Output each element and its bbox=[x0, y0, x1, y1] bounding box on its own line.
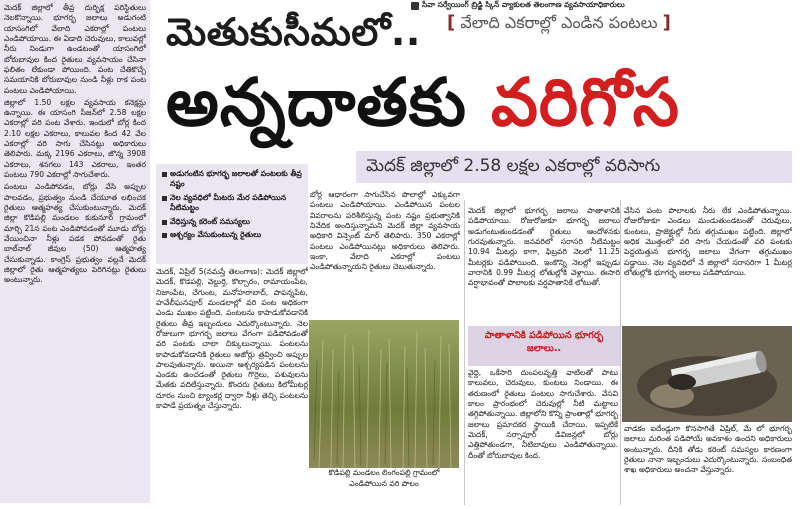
right-column-c bbox=[468, 368, 618, 503]
middle-column-2 bbox=[310, 190, 460, 318]
subheadline: మెదక్ జిల్లాలో 2.58 లక్షల ఎకరాల్లో వరిసాగు bbox=[356, 151, 792, 183]
middle-paragraph-2: బోర్ల ఆధారంగా సాగుచేసిన పొలాల్లో ఎక్కువగా పంటలు ఎండిపోయాయి. ఎండిపోయిన పంటల వివరాలను పరిశీలిస్తున్న పంట నష్టం ప్రభుత్వానికి నివేదిక అందిస్తున్నామని మెదక్ జిల్లా వ్యవసాయ అధికారి విన్సెంట్ మార్ తెలిపారు. 350 ఎకరాల్లో పంటలు ఎండిపోయినట్లు అధికారులు తెలిపారు. ఇంకా, వేలాది ఎకరాల్లో పంటలు ఎండిపోతున్నాయని రైతులు చెబుతున్నారు. bbox=[310, 190, 460, 272]
paddy-field-image bbox=[309, 320, 459, 468]
headline-line2-prefix: అన్నదాతకు bbox=[166, 64, 491, 141]
page-marker-icon bbox=[411, 2, 419, 10]
bullet-icon bbox=[162, 196, 167, 201]
headline-line2-red: వరిగోస bbox=[491, 64, 680, 141]
left-column bbox=[0, 0, 150, 503]
middle-column bbox=[156, 267, 308, 503]
kicker-close: ] bbox=[662, 12, 671, 33]
headline-line2 bbox=[166, 64, 680, 157]
right-paragraph-a: మెదక్ జిల్లాలో భూగర్భ జలాలు పాతాళానికి పడిపోయాయి. రోజురోజుకూ భూగర్భ జలాలు అడుగంటుతుండడంతో రైతులు ఆందోళనకు గురవుతున్నారు. జనవరిలో సరాసరి నీటిమట్టం 10.94 మీటర్లు కాగా, ఫిబ్రవరి నెలలో 11.25 మీటర్లకు పడిపోయింది. ఇంకొన్ని నెలల్లో ఇప్పుడు వారానికి 0.99 మీటర్ల లోతుల్లోకి వెళ్లాయి. ఈసారి వర్షాభావంతో పొలాలకు వర్షపాతానికే లోటుతో. bbox=[468, 206, 620, 288]
headline-kicker bbox=[447, 12, 787, 36]
right-paragraph-c: వైద్ది, ఒకేసారి దుంపలవృత్తి వాటిలతో పాటు కాలువలు, చెరువులు, కుంటలు నిండాయి. ఈ తరుణంలో రైతులు పంటలు సాగుచేశారు. వేసవి కాలం ప్రారంభంలో చెరువుల్లో నీటి మట్టాలు తగ్గిపోతున్నాయి. జిల్లాలోని కొన్ని ప్రాంతాల్లో భూగర్భ జలాలు ప్రమాదకర స్థాయికి చేరాయి. ఇప్పటికే మెదక్, నర్సాపూర్ డివిజన్లలో బోర్లు ఎత్తిపోతుండగా, నీటిబావులు ఎండిపోతున్నాయి. దీంతో బోరుబావుల కింద. bbox=[468, 368, 618, 460]
highlight-item bbox=[162, 169, 302, 190]
highlight-text: ఆశ్చర్యం వేసుకుంటున్న రైతులు bbox=[170, 230, 262, 240]
right-column-d bbox=[624, 424, 792, 503]
photo1-caption: కొడిపల్లి మండలం లింగంపల్లి గ్రామంలో ఎండిపోయిన వరి పొలం bbox=[328, 468, 440, 488]
groundwater-sidebox bbox=[468, 326, 620, 366]
top-strip: సేవా సర్వేయింగ్ బ్రిడ్జి స్కిన్ వ్యాకులత తెలంగాణ వ్యవసాయాధికారులు bbox=[422, 0, 625, 9]
left-paragraph: మెదక్ జిల్లాలో తీవ్ర దుర్భిక్ష పరిస్థితులు నెలకొన్నాయి. భూగర్భ జలాలు అడుగంటి యాసంగిలో వేలాది ఎకరాల్లో పంటలు ఎండిపోయాయి. ఈ ఏడాది చెరువులు, కాలువల్లో నీరు నిండుగా ఉండటంతో యాసంగిలో బోరుబావుల కింద రైతులు వ్యవసాయం చేసినా ఫలితం లేకుండా పోయింది. పంట చేతికొచ్చే సమయానికి బోరుబావుల నుండి నీళ్లు రాక పంట పంటలు ఎండిపోయాయి. bbox=[4, 3, 146, 95]
headline-line1: మెతుకుసీమలో.. bbox=[166, 10, 421, 54]
right-paragraph-b: వేసిన పంట పొలాలకు నీరు లేక ఎండిపోతున్నాయి. రోజురోజుకూ ఎండలు మండుతుండటంతో చెరువులు, కుంటలు, ప్రాజెక్టుల్లో నీరు తగ్గుముఖం పట్టింది. జిల్లాలో అధిక మొత్తంలో వరి సాగు చేయడంతో వరి పంటకు పెద్దయెత్తున భూగర్భ జలాలు వేగంగా తగ్గుముఖం పడ్డాయి. నెల వ్యవధిలో నే జిల్లాలో సరాసరిగా 1 మీటర్ల లోతుల్లోకి భూగర్భ జలాలు పడిపోయాయి. bbox=[624, 206, 792, 277]
middle-paragraph: మెదక్, ఏప్రిల్ 5(నమస్తే తెలంగాణ): మెదక్ జిల్లాలో మెదక్, కొడపల్లి, వెల్దుర్తి, కొల్చారం, రామాయంపేట, నిజాంపేట, చేగుంట, మనోహరాబాద్, పాపన్నపేట, హవేలీఘనపూర్ మండలాల్లో వరి పంట అధికంగా ఎండు ముఖం పట్టింది. పంటలను కాపాడుకోవడానికి రైతులు తీవ్ర ఇబ్బందులు ఎదుర్కొంటున్నారు. నెల రోజులుగా భూగర్భ జలాలు వేగంగా పడిపోవడంతో వరి పంటకు చాలా చిక్కులున్నాయి. పంటలను కాపాడుకోవడానికి రైతులు అజోర్లు త్రవ్వించి అప్పుల పాలవుతున్నారు. అయినా ఆశ్చర్యపడిన పంటలను ఎండకు ఉంచడంతో రైతులు గొర్రెలు, పశువులను మేతకు వదిలేస్తున్నారు. కొందరు రైతులు కిలోమీటర్ల దూరం నుంచి ట్యాంకర్ల ద్వారా నీళ్లు తెచ్చి పంటలను కాపాడే ప్రయత్నం చేస్తున్నారు. bbox=[156, 267, 308, 411]
right-paragraph-d: వాడకం ఐదేండ్లుగా కొనసాగితే ఏప్రిల్, మే లో భూగర్భ జలాలు మరింత పడిపోయే అవకాశం ఉందని అధికారులు అంటున్నారు. దీనికి తోడు కరెంట్ సమస్యల కారణంగా రైతులు నానా ఇబ్బందులు ఎదుర్కొంటున్నారు. సంబంధిత శాఖ అధికారులు అంచనా వేస్తున్నారు. bbox=[624, 424, 792, 475]
right-column-b bbox=[624, 206, 792, 324]
right-column-a bbox=[468, 206, 620, 324]
highlight-text: అడుగంటిన భూగర్భ జలాలతో పంటలకు తీవ్ర నష్టం bbox=[170, 169, 302, 189]
highlight-item bbox=[162, 217, 302, 227]
highlight-item bbox=[162, 230, 302, 240]
bullet-icon bbox=[162, 220, 167, 225]
highlights-box bbox=[156, 164, 308, 264]
column-divider bbox=[620, 200, 621, 505]
column-divider bbox=[464, 200, 465, 505]
bullet-icon bbox=[162, 233, 167, 238]
highlight-item bbox=[162, 193, 302, 214]
left-paragraph: జిల్లాలో 1.50 లక్షల వ్యవసాయ కనెక్షన్లు ఉన్నాయి. ఈ యాసంగి సీజన్‌లో 2.58 లక్షల ఎకరాల్లో వరి పంట వేశారు. ఇందులో బోర్ల కింద 2.10 లక్షల ఎకరాలు, కాలువల కింద 42 వేల ఎకరాల్లో వరి సాగు చేసినట్లు అధికారులు తెలిపారు. మక్క 2196 ఎకరాలు, జొన్న 3908 ఎకరాలు, శనగలు 143 ఎకరాలు, ఇంతర పంటలు 790 ఎకరాల్లో సాగుచేశారు. bbox=[4, 97, 146, 179]
borewell-photo bbox=[622, 326, 792, 422]
borewell-pipe-image bbox=[622, 326, 792, 422]
kicker-text: వేలాది ఎకరాల్లో ఎండిన పంటలు bbox=[460, 13, 658, 32]
highlight-text: నెల వ్యవధిలో మీటరు మేర పడిపోయిన నీటిమట్టం bbox=[170, 192, 287, 213]
highlight-text: వేధిస్తున్న కరెంట్ సమస్యలు bbox=[170, 216, 250, 226]
kicker-open: [ bbox=[447, 12, 456, 33]
sidebox-title: పాతాళానికి పడిపోయిన భూగర్భ జలాలు.. bbox=[484, 330, 604, 354]
dry-paddy-photo bbox=[309, 320, 459, 468]
left-paragraph: పంటలు ఎండిపోవడం, బోర్లు వేసి అప్పుల పాలవడం, ప్రభుత్వం నుండి చేయూత లభించక రైతులు ఆత్మహత్య చేసుకుంటున్నారు. మెదక్ జిల్లా కొడిపల్లి మండలం కుకునూర్ గ్రామంలో మార్చి 21న పంట ఎండిపోవడంతో మూడు బోర్లు వేయించినా నీళ్లు పడక పోవడంతో రైతు బాల్‌నాల్ జీవుల (50) ఆత్మహత్య చేసుకున్నాడు. కాంగ్రెస్ ప్రభుత్వం వల్లనే మెదక్ జిల్లాలో రైతు ఆత్మహత్యలు పెరిగినట్లు రైతులు అంటున్నారు. bbox=[4, 182, 146, 285]
bullet-icon bbox=[162, 172, 167, 177]
